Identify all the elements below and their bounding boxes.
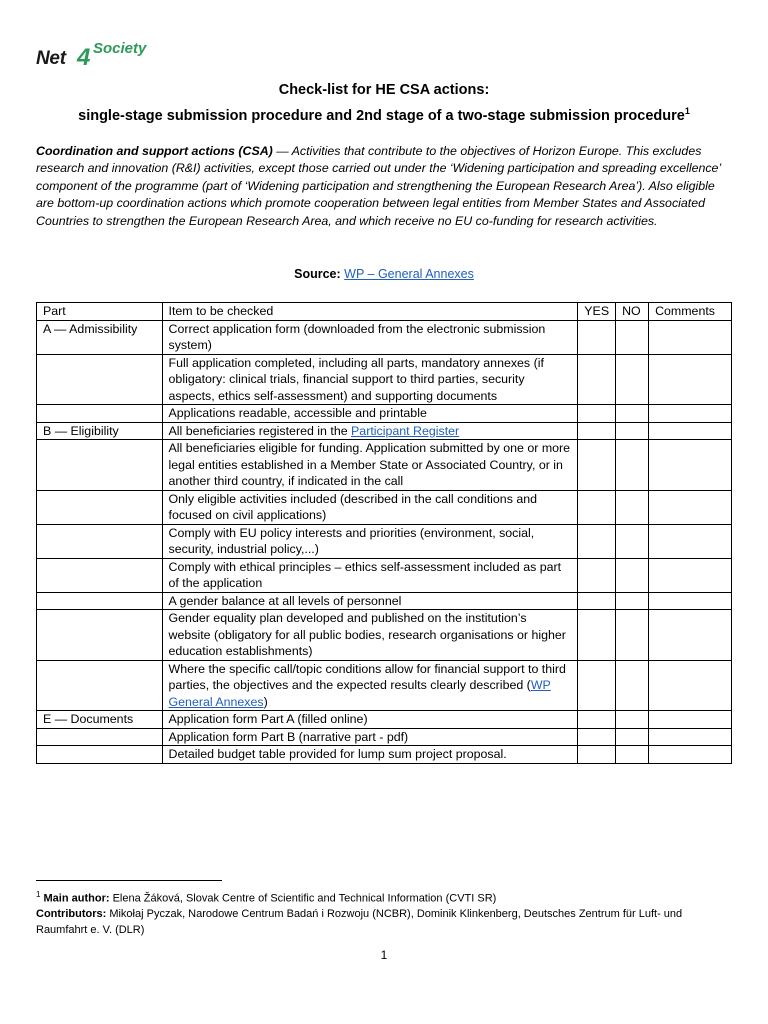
- item-text: Detailed budget table provided for lump sum project proposal.: [168, 747, 507, 761]
- item-text: Applications readable, accessible and printable: [168, 406, 427, 420]
- item-text: Only eligible activities included (described in the call conditions and focused on civil applications): [168, 491, 538, 522]
- item-cell: [162, 354, 578, 405]
- item-cell: [162, 592, 578, 610]
- no-cell[interactable]: [616, 354, 649, 405]
- table-header-row: [37, 303, 732, 321]
- no-cell[interactable]: [616, 746, 649, 764]
- yes-cell[interactable]: [578, 746, 616, 764]
- item-cell: [162, 440, 578, 491]
- table-row: [37, 660, 732, 711]
- yes-cell[interactable]: [578, 405, 616, 423]
- comments-cell[interactable]: [649, 558, 732, 592]
- part-cell: B — Eligibility: [37, 422, 163, 440]
- document-subtitle: [0, 106, 768, 124]
- part-cell: [37, 746, 163, 764]
- table-row: [37, 354, 732, 405]
- table-row: [37, 746, 732, 764]
- table-row: [37, 524, 732, 558]
- part-cell: [37, 354, 163, 405]
- comments-cell[interactable]: [649, 746, 732, 764]
- header-no: NO: [616, 303, 649, 321]
- item-text: Gender equality plan developed and published on the institution’s website (obligatory for all public bodies, research organisations or higher education establishments): [168, 611, 566, 658]
- item-cell: [162, 422, 578, 440]
- source-line: [0, 267, 768, 281]
- no-cell[interactable]: [616, 660, 649, 711]
- part-cell: [37, 592, 163, 610]
- document-title: Check-list for HE CSA actions:: [278, 82, 490, 98]
- table-row: [37, 440, 732, 491]
- yes-cell[interactable]: [578, 711, 616, 729]
- table-row: [37, 405, 732, 423]
- item-text: Where the specific call/topic conditions allow for financial support to third parties, the objectives and the expected results clearly described (: [168, 661, 566, 692]
- no-cell[interactable]: [616, 320, 649, 354]
- item-text: All beneficiaries eligible for funding. Application submitted by one or more legal entities established in a Member State or Associated Country, or in another third country, if indicated in the call: [168, 441, 571, 488]
- no-cell[interactable]: [616, 711, 649, 729]
- contributors-label: Contributors:: [36, 908, 107, 921]
- yes-cell[interactable]: [578, 490, 616, 524]
- no-cell[interactable]: [616, 592, 649, 610]
- yes-cell[interactable]: [578, 422, 616, 440]
- item-cell: [162, 746, 578, 764]
- checklist-table: [36, 302, 732, 764]
- comments-cell[interactable]: [649, 524, 732, 558]
- comments-cell[interactable]: [649, 660, 732, 711]
- comments-cell[interactable]: [649, 490, 732, 524]
- yes-cell[interactable]: [578, 524, 616, 558]
- item-text: Application form Part B (narrative part - pdf): [168, 729, 409, 744]
- table-row: [37, 490, 732, 524]
- part-cell: E — Documents: [37, 711, 163, 729]
- item-text: Full application completed, including all parts, mandatory annexes (if obligatory: clinical trials, financial support to third parties, security aspects, ethics self-assessment) and supporting documents: [168, 355, 544, 403]
- comments-cell[interactable]: [649, 440, 732, 491]
- item-cell: [162, 610, 578, 661]
- item-cell: [162, 660, 578, 711]
- comments-cell[interactable]: [649, 610, 732, 661]
- comments-cell[interactable]: [649, 711, 732, 729]
- yes-cell[interactable]: [578, 728, 616, 746]
- footnote: [36, 887, 736, 938]
- net4society-logo: [36, 40, 166, 70]
- part-cell: A — Admissibility: [37, 320, 163, 354]
- footnote-divider: [36, 880, 222, 881]
- intro-paragraph: [36, 143, 736, 230]
- item-link[interactable]: Participant Register: [351, 423, 460, 438]
- item-cell: [162, 728, 578, 746]
- item-text: Application form Part A (filled online): [168, 712, 368, 726]
- comments-cell[interactable]: [649, 422, 732, 440]
- header-part: Part: [37, 303, 163, 321]
- author-text: Elena Žáková, Slovak Centre of Scientific and Technical Information (CVTI SR): [109, 892, 497, 905]
- header-item: Item to be checked: [162, 303, 578, 321]
- part-cell: [37, 490, 163, 524]
- part-cell: [37, 524, 163, 558]
- contributors-text: Mikołaj Pyczak, Narodowe Centrum Badań i Rozwoju (NCBR), Dominik Klinkenberg, Deutsches Zentrum für Luft- und Raumfahrt e. V. (DLR): [36, 908, 683, 936]
- author-label: Main author:: [43, 892, 110, 905]
- page-number: 1: [380, 948, 388, 962]
- table-row: [37, 728, 732, 746]
- comments-cell[interactable]: [649, 354, 732, 405]
- table-row: [37, 558, 732, 592]
- footnote-author-line: [36, 887, 736, 907]
- table-row: [37, 711, 732, 729]
- item-cell: [162, 558, 578, 592]
- item-text: Comply with EU policy interests and priorities (environment, social, security, industrial policy,...): [168, 525, 535, 556]
- no-cell[interactable]: [616, 728, 649, 746]
- no-cell[interactable]: [616, 524, 649, 558]
- item-cell: [162, 320, 578, 354]
- header-yes: YES: [578, 303, 616, 321]
- logo-net: Net: [36, 48, 66, 69]
- part-cell: [37, 610, 163, 661]
- part-cell: [37, 440, 163, 491]
- source-link[interactable]: WP – General Annexes: [344, 267, 474, 281]
- yes-cell[interactable]: [578, 320, 616, 354]
- table-row: [37, 592, 732, 610]
- no-cell[interactable]: [616, 610, 649, 661]
- item-suffix: ): [263, 694, 268, 709]
- item-cell: [162, 711, 578, 729]
- footnote-ref[interactable]: 1: [684, 106, 690, 116]
- item-text: Correct application form (downloaded from the electronic submission system): [168, 321, 546, 352]
- yes-cell[interactable]: [578, 558, 616, 592]
- logo-society: Society: [93, 40, 147, 57]
- yes-cell[interactable]: [578, 440, 616, 491]
- yes-cell[interactable]: [578, 610, 616, 661]
- no-cell[interactable]: [616, 490, 649, 524]
- comments-cell[interactable]: [649, 320, 732, 354]
- part-cell: [37, 558, 163, 592]
- yes-cell[interactable]: [578, 660, 616, 711]
- item-cell: [162, 405, 578, 423]
- item-text: A gender balance at all levels of personnel: [168, 593, 402, 608]
- header-comments: Comments: [649, 303, 732, 321]
- source-label: Source:: [294, 267, 341, 281]
- subtitle-text: single-stage submission procedure and 2nd stage of a two-stage submission procedure: [78, 107, 685, 124]
- yes-cell[interactable]: [578, 354, 616, 405]
- footnote-number: 1: [36, 890, 41, 899]
- item-link[interactable]: WP General Annexes: [168, 678, 551, 709]
- footnote-contributors-line: [36, 907, 736, 938]
- comments-cell[interactable]: [649, 592, 732, 610]
- part-cell: [37, 660, 163, 711]
- table-row: [37, 320, 732, 354]
- no-cell[interactable]: [616, 405, 649, 423]
- part-cell: [37, 728, 163, 746]
- item-cell: [162, 490, 578, 524]
- item-text: All beneficiaries registered in the: [168, 423, 352, 438]
- part-cell: [37, 405, 163, 423]
- item-cell: [162, 524, 578, 558]
- intro-term: Coordination and support actions (CSA): [36, 144, 273, 158]
- no-cell[interactable]: [616, 422, 649, 440]
- comments-cell[interactable]: [649, 405, 732, 423]
- logo-four: 4: [77, 44, 91, 71]
- comments-cell[interactable]: [649, 728, 732, 746]
- yes-cell[interactable]: [578, 592, 616, 610]
- table-row: [37, 422, 732, 440]
- no-cell[interactable]: [616, 558, 649, 592]
- no-cell[interactable]: [616, 440, 649, 491]
- table-row: [37, 610, 732, 661]
- item-text: Comply with ethical principles – ethics self-assessment included as part of the application: [168, 559, 562, 590]
- intro-text: — Activities that contribute to the objectives of Horizon Europe. This excludes research and innovation (R&I) activities, except those carried out under the ‘Widening participation and spreading excellence’ component of the programme (part of ‘Widening participation and strengthening the European Research Area’). Also eligible are bottom-up coordination actions which promote cooperation between legal entities from Member States and Associated Countries to strengthen the European Research Area, and which receive no EU co-funding for research activities.: [36, 144, 721, 228]
